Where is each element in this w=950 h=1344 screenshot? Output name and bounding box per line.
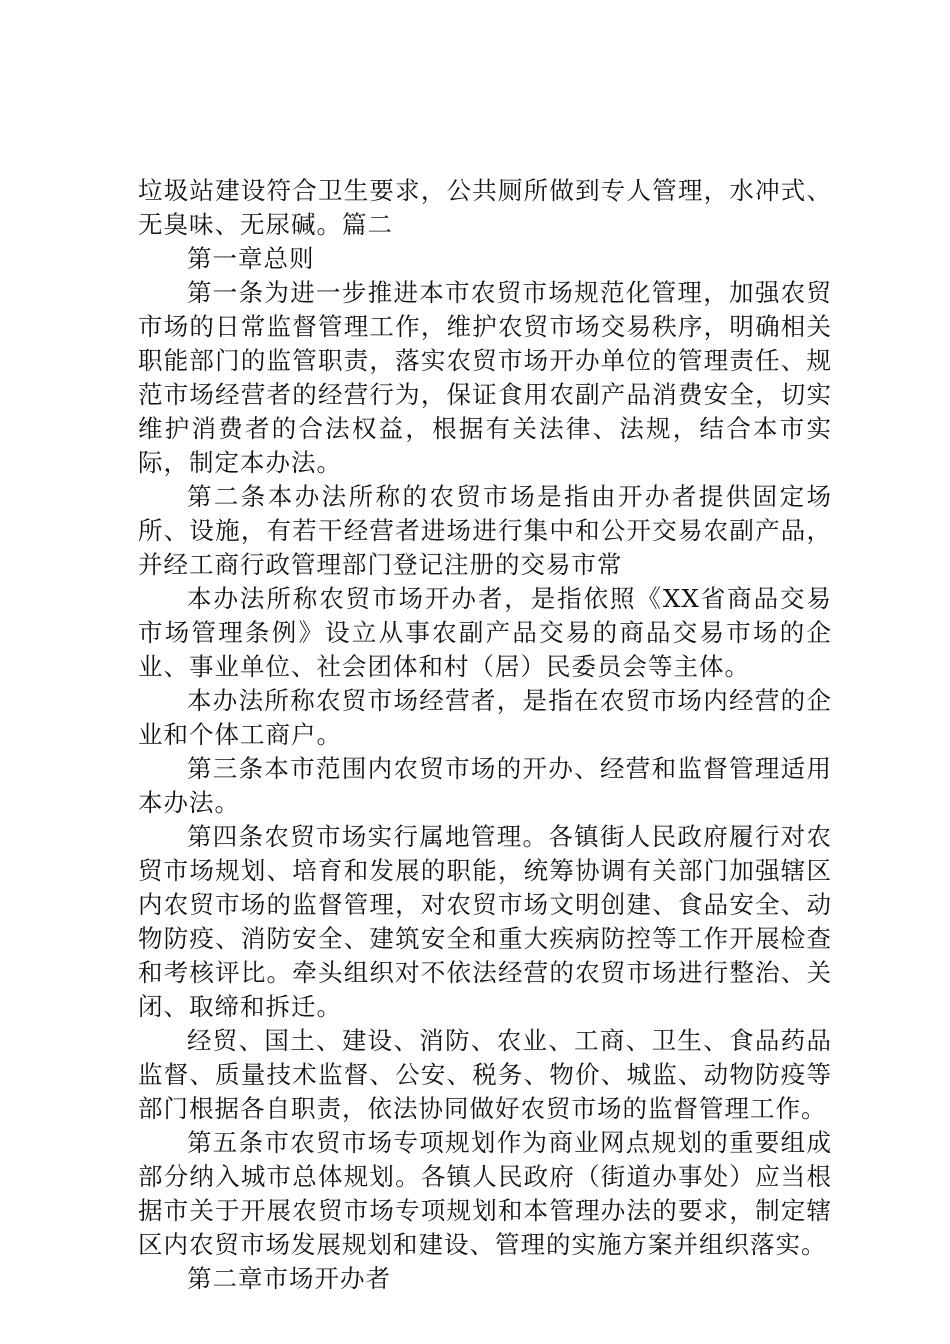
definition-market-operator: 本办法所称农贸市场经营者，是指在农贸市场内经营的企业和个体工商户。	[138, 686, 832, 749]
article-2: 第二条本办法所称的农贸市场是指由开办者提供固定场所、设施，有若干经营者进场进行集中和公开交易农副产品，并经工商行政管理部门登记注册的交易市常	[138, 482, 832, 579]
article-1: 第一条为进一步推进本市农贸市场规范化管理，加强农贸市场的日常监督管理工作，维护农贸市场交易秩序，明确相关职能部门的监管职责，落实农贸市场开办单位的管理责任、规范市场经营者的经营行为，保证食用农副产品消费安全，切实维护消费者的合法权益，根据有关法律、法规，结合本市实际，制定本办法。	[138, 278, 832, 477]
article-3: 第三条本市范围内农贸市场的开办、经营和监督管理适用本办法。	[138, 754, 832, 817]
article-4-departments: 经贸、国土、建设、消防、农业、工商、卫生、食品药品监督、质量技术监督、公安、税务、物价、城监、动物防疫等部门根据各自职责，依法协同做好农贸市场的监督管理工作。	[138, 1026, 832, 1123]
article-4: 第四条农贸市场实行属地管理。各镇街人民政府履行对农贸市场规划、培育和发展的职能，统筹协调有关部门加强辖区内农贸市场的监督管理，对农贸市场文明创建、食品安全、动物防疫、消防安全、建筑安全和重大疾病防控等工作开展检查和考核评比。牵头组织对不依法经营的农贸市场进行整治、关闭、取缔和拆迁。	[138, 822, 832, 1021]
chapter-heading-2: 第二章市场开办者	[187, 1264, 391, 1293]
chapter-heading-1: 第一章总则	[187, 244, 315, 273]
document-body	[138, 174, 832, 1296]
article-5: 第五条市农贸市场专项规划作为商业网点规划的重要组成部分纳入城市总体规划。各镇人民政府（街道办事处）应当根据市关于开展农贸市场专项规划和本管理办法的要求，制定辖区内农贸市场发展规划和建设、管理的实施方案并组织落实。	[138, 1128, 832, 1259]
definition-market-organizer: 本办法所称农贸市场开办者，是指依照《XX省商品交易市场管理条例》设立从事农副产品交易的商品交易市场的企业、事业单位、社会团体和村（居）民委员会等主体。	[138, 584, 832, 681]
paragraph-continuation: 垃圾站建设符合卫生要求，公共厕所做到专人管理，水冲式、无臭味、无尿碱。篇二	[138, 176, 832, 239]
